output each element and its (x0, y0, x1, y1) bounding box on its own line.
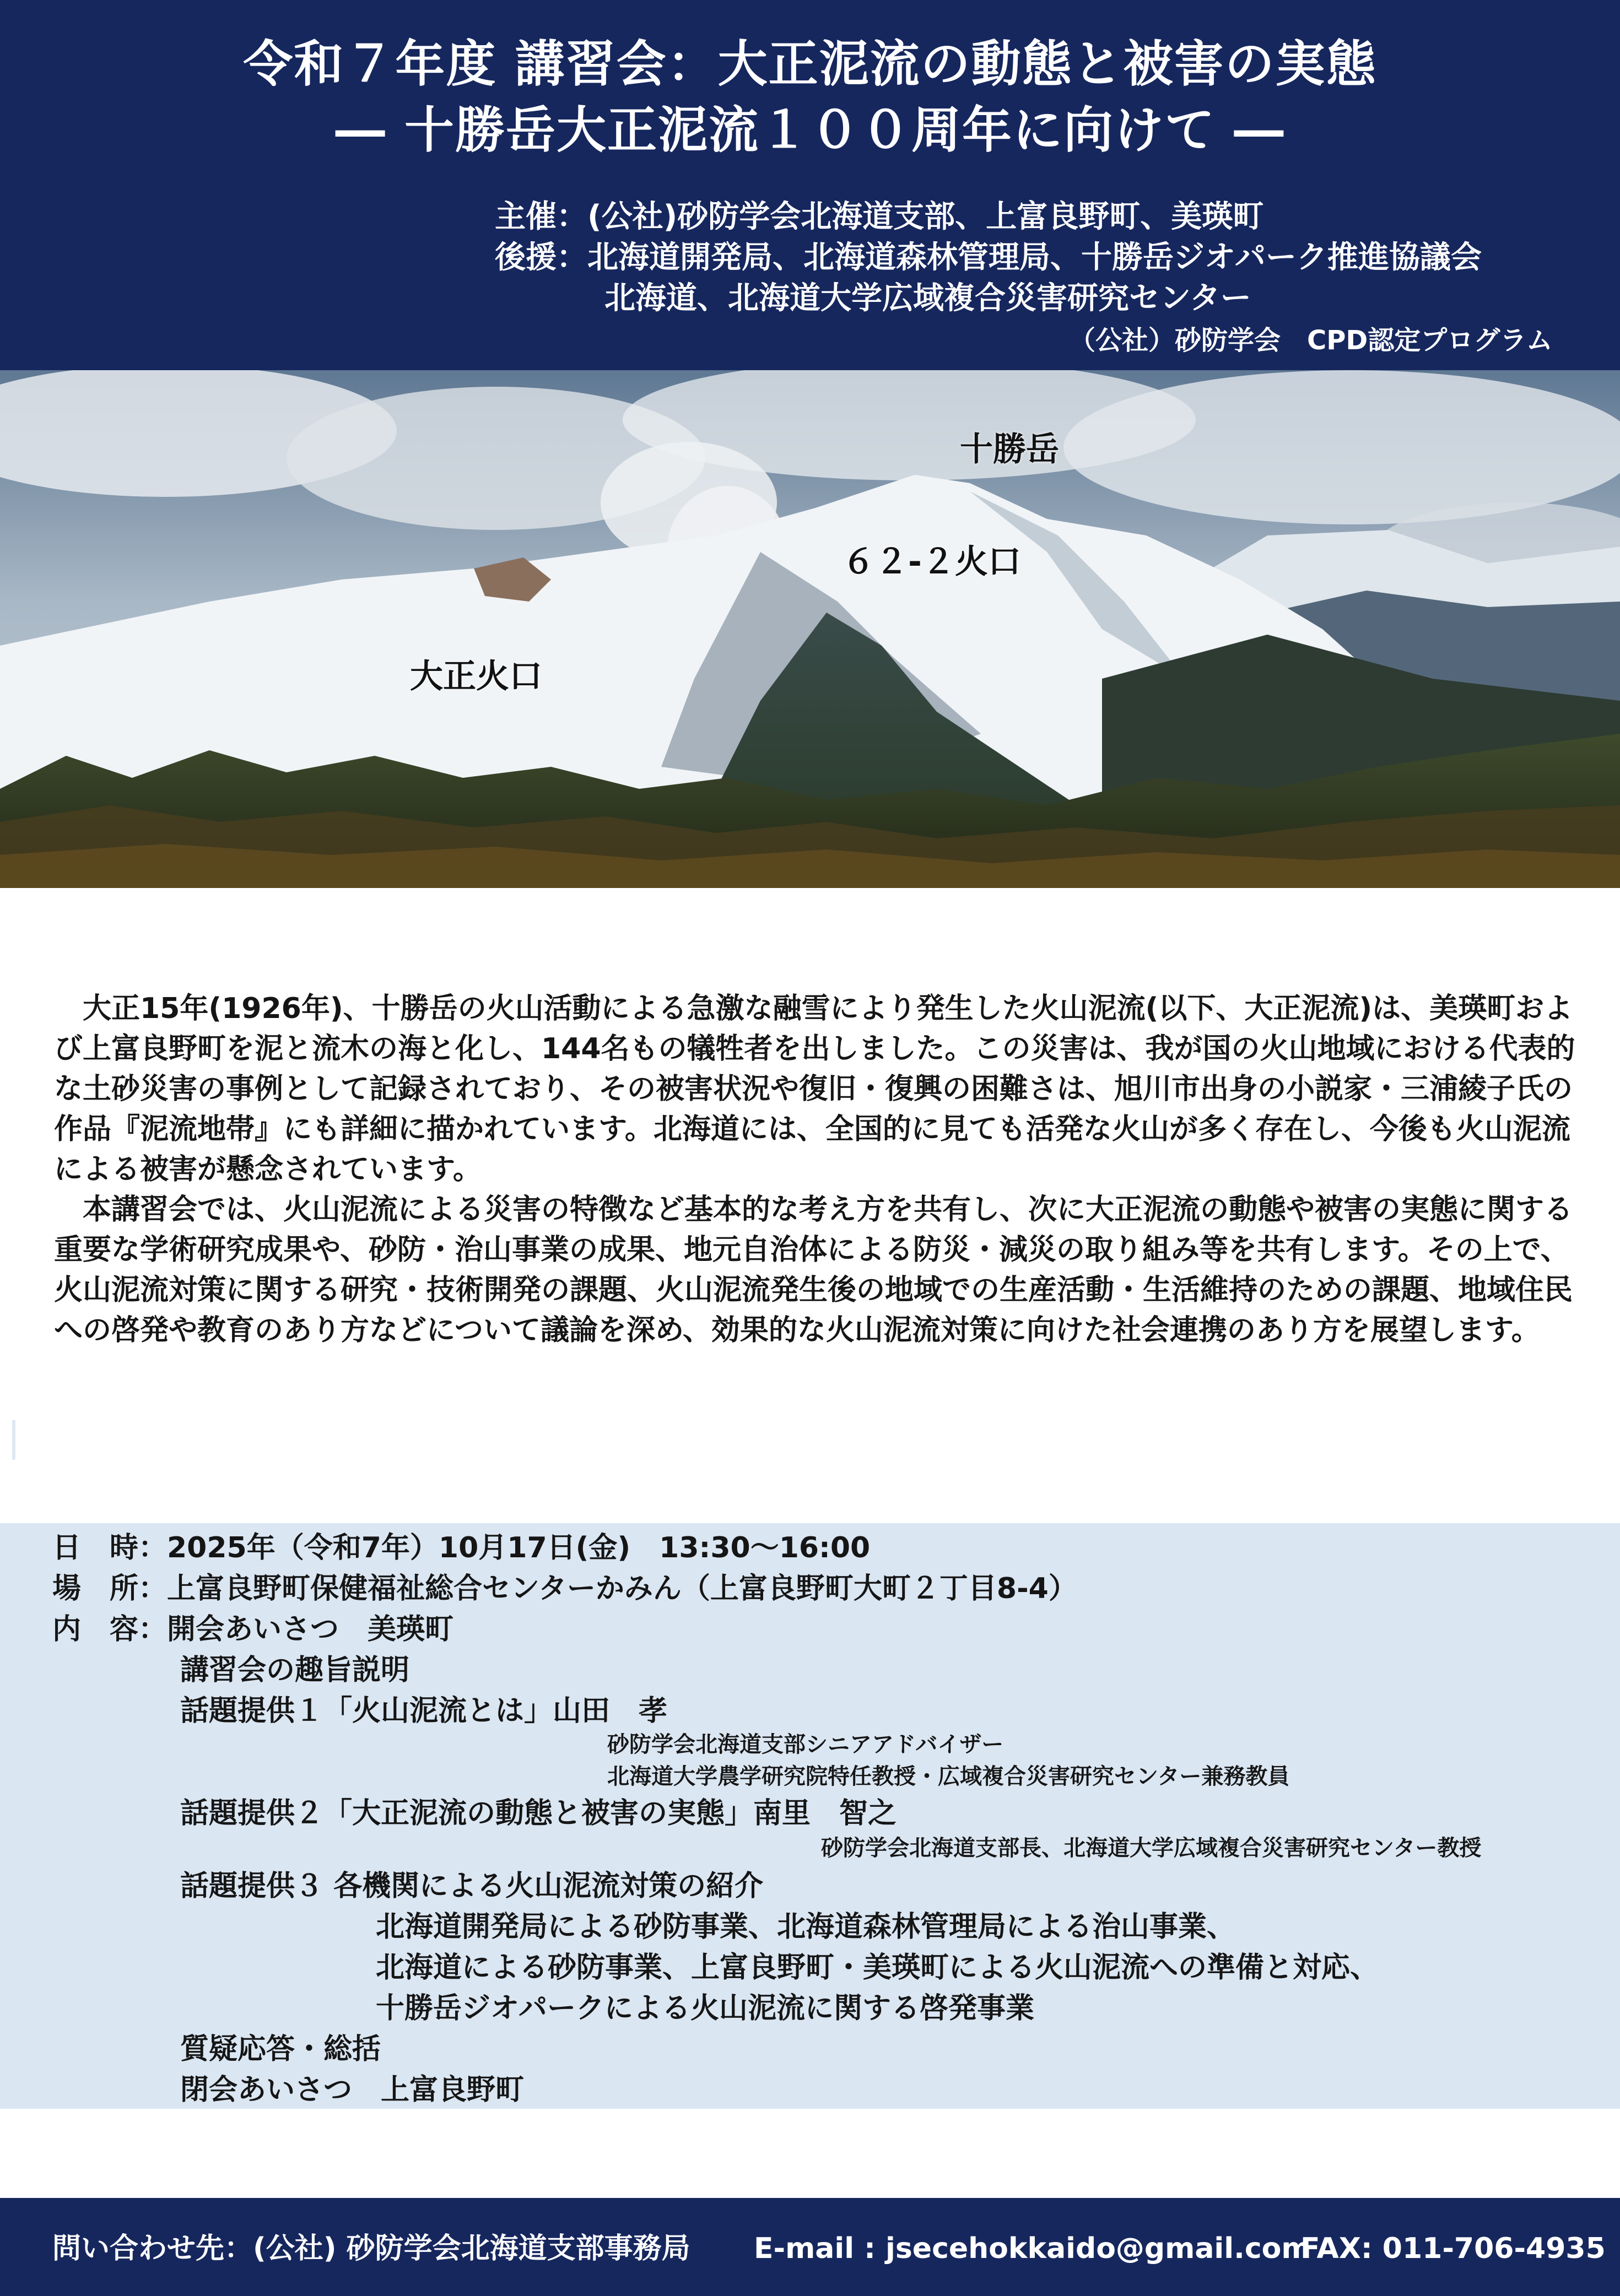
page-title: 令和７年度 講習会：大正泥流の動態と被害の実態 (243, 35, 1377, 93)
detail-date: 日 時：2025年（令和7年）10月17日(金) 13:30～16:00 (52, 1531, 871, 1564)
detail-topic-2: 話題提供２「大正泥流の動態と被害の実態」南里 智之 (180, 1797, 897, 1830)
sponsor-text: 主催：(公社)砂防学会北海道支部、上富良野町、美瑛町 (495, 199, 1264, 235)
cpd-text: （公社）砂防学会 CPD認定プログラム (1069, 325, 1553, 356)
topic-2-affiliation: 砂防学会北海道支部長、北海道大学広域複合災害研究センター教授 (821, 1835, 1482, 1861)
contact-fax: FAX: 011-706-4935 (1300, 2232, 1606, 2265)
page-subtitle: ― 十勝岳大正泥流１００周年に向けて ― (335, 101, 1285, 159)
intro-text (54, 989, 1597, 1351)
label-tokachidake: 十勝岳 (960, 430, 1059, 469)
label-622-crater: ６２-２火口 (842, 543, 1021, 581)
contact-label: 問い合わせ先：(公社) 砂防学会北海道支部事務局 (52, 2232, 690, 2265)
detail-content: 内 容：開会あいさつ 美瑛町 (52, 1613, 454, 1646)
detail-topic-1: 話題提供１「火山泥流とは」山田 孝 (180, 1694, 668, 1728)
mountain-photo (0, 370, 1620, 888)
intro-paragraph-1: 大正15年(1926年)、十勝岳の火山活動による急激な融雪により発生した火山泥流(以下、大正泥流)は、美瑛町および上富良野町を泥と流木の海と化し、144名もの犠牲者を出しました。この災害は、我が国の火山地域における代表的な土砂災害の事例として記録されており、その被害状況や復旧・復興の困難さは、旭川市出身の小説家・三浦綾子氏の作品『泥流地帯』にも詳細に描かれています。北海道には、全国的に見ても活発な火山が多く存在し、今後も火山泥流による被害が懸念されています。 (54, 992, 1575, 1186)
event-details (0, 1523, 1620, 2109)
topic-3-line-1: 北海道開発局による砂防事業、北海道森林管理局による治山事業、 (376, 1910, 1236, 1943)
topic-1-affiliation-2: 北海道大学農学研究院特任教授・広域複合災害研究センター兼務教員 (607, 1764, 1290, 1789)
label-taisho-crater: 大正火口 (410, 657, 542, 696)
topic-1-affiliation-1: 砂防学会北海道支部シニアアドバイザー (607, 1732, 1004, 1757)
topic-3-line-2: 北海道による砂防事業、上富良野町・美瑛町による火山泥流への準備と対応、 (376, 1951, 1379, 1984)
contact-email[interactable]: E-mail : jsecehokkaido@gmail.com (754, 2232, 1311, 2265)
intro-paragraph-2: 本講習会では、火山泥流による災害の特徴など基本的な考え方を共有し、次に大正泥流の動態や被害の実態に関する重要な学術研究成果や、砂防・治山事業の成果、地元自治体による防災・減災の取り組み等を共有します。その上で、火山泥流対策に関する研究・技術開発の課題、火山泥流発生後の地域での生産活動・生活維持のための課題、地域住民への啓発や教育のあり方などについて議論を深め、効果的な火山泥流対策に向けた社会連携のあり方を展望します。 (54, 1193, 1573, 1347)
detail-qa: 質疑応答・総括 (180, 2033, 381, 2066)
footer-contact-bar (0, 2198, 1620, 2296)
detail-place: 場 所：上富良野町保健福祉総合センターかみん（上富良野町大町２丁目8-4） (52, 1572, 1077, 1605)
support-text-line1: 後援：北海道開発局、北海道森林管理局、十勝岳ジオパーク推進協議会 (495, 240, 1482, 275)
topic-3-line-3: 十勝岳ジオパークによる火山泥流に関する啓発事業 (376, 1992, 1034, 2025)
detail-closing: 閉会あいさつ 上富良野町 (180, 2073, 525, 2107)
header-banner (0, 0, 1620, 370)
detail-topic-3: 話題提供３ 各機関による火山泥流対策の紹介 (180, 1870, 764, 1903)
support-text-line2: 北海道、北海道大学広域複合災害研究センター (604, 280, 1251, 316)
detail-purpose: 講習会の趣旨説明 (180, 1654, 410, 1687)
side-mark (12, 1420, 15, 1460)
mountain-landscape-image (0, 370, 1620, 888)
